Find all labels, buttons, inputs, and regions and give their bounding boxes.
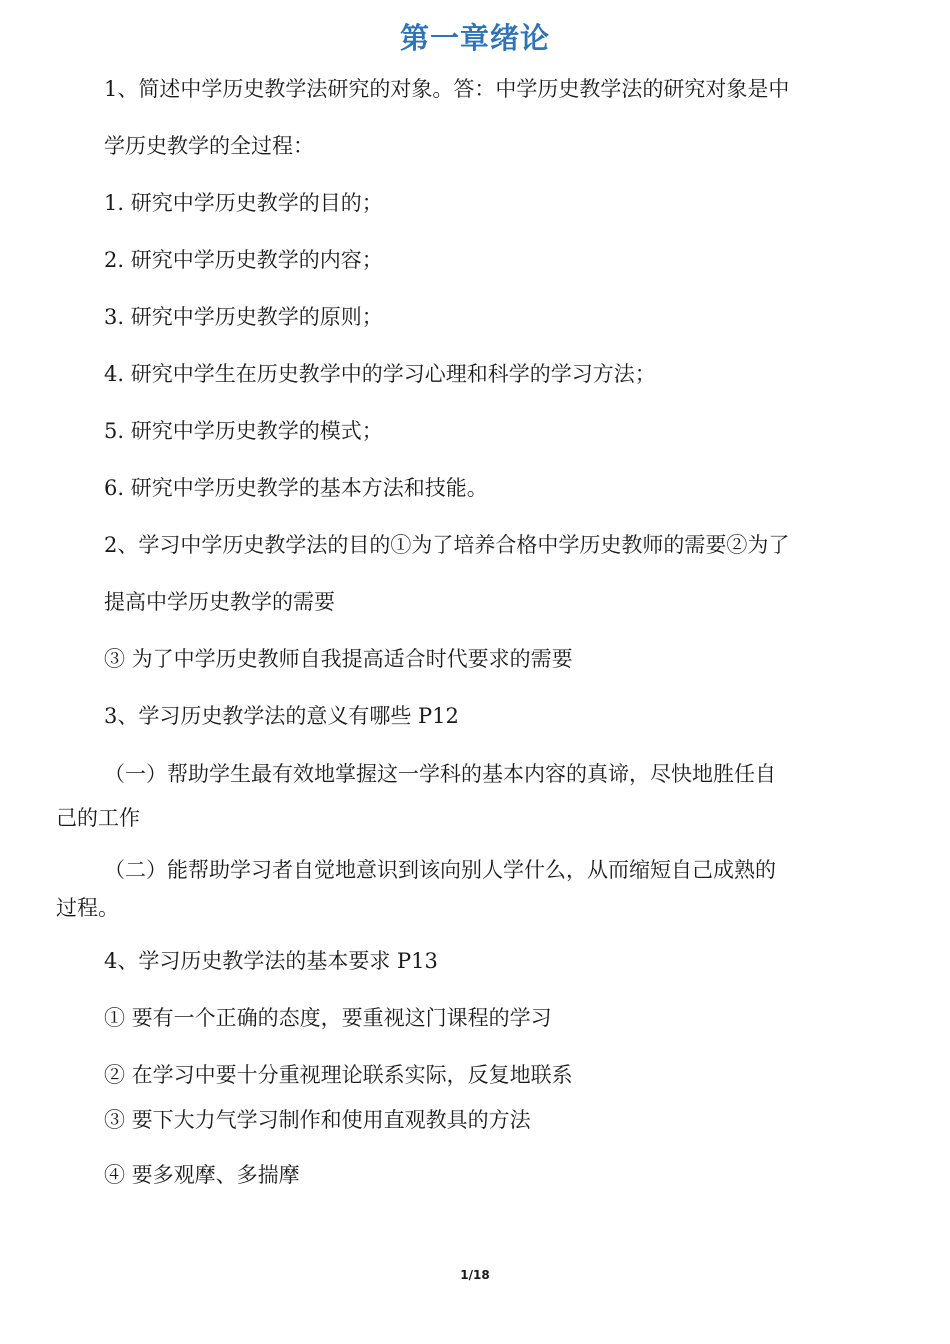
question-2-line-1: 2、学习中学历史教学法的目的①为了培养合格中学历史教师的需要②为了 (104, 533, 790, 557)
question-2-line-2: 提高中学历史教学的需要 (104, 590, 335, 614)
question-3-point-1-line-1: （一）帮助学生最有效地掌握这一学科的基本内容的真谛，尽快地胜任自 (104, 762, 776, 786)
list-item-4: 4. 研究中学生在历史教学中的学习心理和科学的学习方法； (104, 362, 656, 386)
question-3-heading: 3、学习历史教学法的意义有哪些 P12 (104, 704, 459, 728)
requirement-2: ② 在学习中要十分重视理论联系实际，反复地联系 (104, 1063, 573, 1087)
list-item-1: 1. 研究中学历史教学的目的； (104, 191, 383, 215)
question-3-point-2-line-2: 过程。 (56, 896, 119, 920)
page-number: 1/18 (460, 1268, 490, 1282)
list-item-5: 5. 研究中学历史教学的模式； (104, 419, 383, 443)
question-4-heading: 4、学习历史教学法的基本要求 P13 (104, 949, 438, 973)
question-2-line-3: ③ 为了中学历史教师自我提高适合时代要求的需要 (104, 647, 573, 671)
chapter-title: 第一章绪论 (399, 21, 550, 55)
question-1-line-2: 学历史教学的全过程： (104, 134, 314, 158)
requirement-1: ① 要有一个正确的态度，要重视这门课程的学习 (104, 1006, 552, 1030)
list-item-2: 2. 研究中学历史教学的内容； (104, 248, 383, 272)
question-1-line-1: 1、简述中学历史教学法研究的对象。答：中学历史教学法的研究对象是中 (104, 77, 790, 101)
requirement-4: ④ 要多观摩、多揣摩 (104, 1163, 300, 1187)
list-item-6: 6. 研究中学历史教学的基本方法和技能。 (104, 476, 488, 500)
list-item-3: 3. 研究中学历史教学的原则； (104, 305, 383, 329)
question-3-point-2-line-1: （二）能帮助学习者自觉地意识到该向别人学什么，从而缩短自己成熟的 (104, 858, 776, 882)
question-3-point-1-line-2: 己的工作 (56, 806, 140, 830)
requirement-3: ③ 要下大力气学习制作和使用直观教具的方法 (104, 1108, 531, 1132)
